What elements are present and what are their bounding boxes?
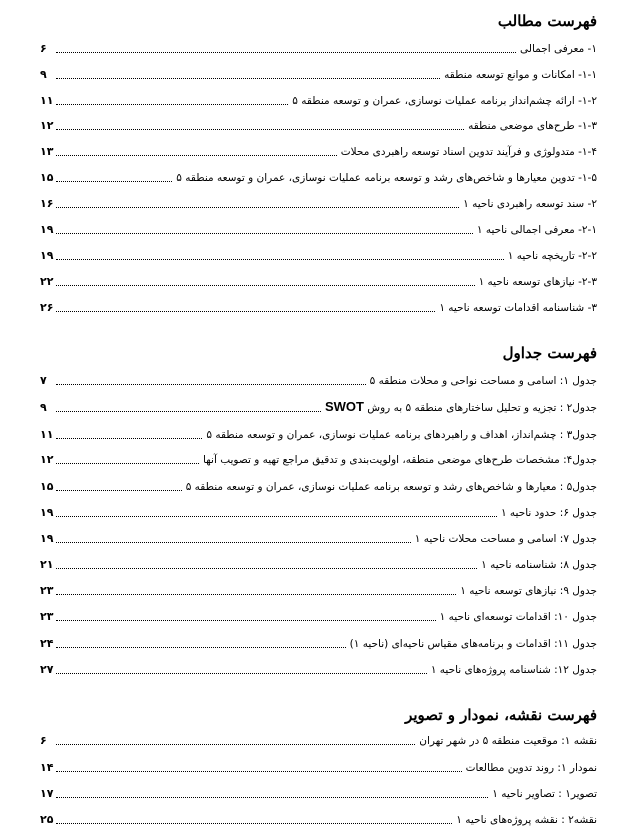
toc-entry[interactable] [40, 395, 597, 415]
dot-leader [56, 647, 346, 648]
toc-entry[interactable] [40, 578, 597, 598]
toc-entry[interactable] [40, 631, 597, 651]
entry-label: ۲-۳- نیازهای توسعه ناحیه ۱ [478, 276, 597, 288]
dot-leader [56, 311, 435, 312]
dot-leader [56, 463, 199, 464]
entry-label [323, 400, 597, 415]
dot-leader [56, 384, 366, 385]
dot-leader [56, 620, 436, 621]
dot-leader [56, 797, 488, 798]
entry-label: ۲- سند توسعه راهبردی ناحیه ۱ [463, 198, 597, 210]
entry-page-number: ۲۷ [40, 663, 54, 676]
dot-leader [56, 104, 288, 105]
toc-entry[interactable] [40, 36, 597, 56]
toc-entry[interactable] [40, 191, 597, 211]
dot-leader [56, 207, 459, 208]
entry-page-number: ۱۱ [40, 428, 54, 441]
toc-entry[interactable] [40, 807, 597, 827]
dot-leader [56, 155, 337, 156]
entry-page-number: ۹ [40, 68, 47, 81]
dot-leader [56, 823, 452, 824]
entry-label: ۲-۲- تاریخچه ناحیه ۱ [507, 250, 597, 262]
toc-entry[interactable] [40, 526, 597, 546]
entry-label: ۱-۱- امکانات و موانع توسعه منطقه [444, 69, 597, 81]
entry-label: ۱-۲- ارائه چشم‌انداز برنامه عملیات نوسازی، عمران و توسعه منطقه ۵ [292, 95, 597, 107]
dot-leader [56, 594, 456, 595]
entry-label: تصویر۱ : تصاویر ناحیه ۱ [492, 788, 597, 800]
entry-page-number: ۱۲ [40, 453, 54, 466]
dot-leader [56, 181, 172, 182]
dot-leader [56, 771, 462, 772]
toc-entry[interactable] [40, 728, 597, 748]
entry-label: ۳- شناسنامه اقدامات توسعه ناحیه ۱ [439, 302, 597, 314]
entry-page-number: ۷ [40, 374, 47, 387]
entry-page-number: ۲۶ [40, 301, 54, 314]
dot-leader [56, 411, 321, 412]
entry-page-number: ۱۵ [40, 480, 54, 493]
entry-label: نقشه ۱: موقعیت منطقه ۵ در شهر تهران [419, 735, 597, 747]
entry-page-number: ۲۳ [40, 610, 54, 623]
entry-page-number: ۶ [40, 42, 47, 55]
entry-page-number: ۱۵ [40, 171, 54, 184]
entry-page-number: ۲۳ [40, 584, 54, 597]
entry-label: ۱- معرفی اجمالی [520, 43, 597, 55]
dot-leader [56, 744, 415, 745]
dot-leader [56, 673, 427, 674]
entry-label: جدول ۷: اسامی و مساحت محلات ناحیه ۱ [414, 533, 597, 545]
toc-entry[interactable] [40, 88, 597, 108]
entry-page-number: ۱۲ [40, 119, 54, 132]
toc-entry[interactable] [40, 217, 597, 237]
entry-label: جدول ۱۲: شناسنامه پروژه‌های ناحیه ۱ [430, 664, 597, 676]
toc-entry[interactable] [40, 269, 597, 289]
entry-page-number: ۱۹ [40, 506, 54, 519]
toc-entry[interactable] [40, 368, 597, 388]
entry-page-number: ۱۹ [40, 223, 54, 236]
toc-entry[interactable] [40, 604, 597, 624]
entry-page-number: ۱۹ [40, 249, 54, 262]
entry-label: ۱-۴- متدولوژی و فرآیند تدوین اسناد توسعه راهبردی محلات [340, 146, 597, 158]
entry-page-number: ۱۷ [40, 787, 54, 800]
entry-page-number: ۲۴ [40, 637, 54, 650]
entry-label: ۱-۵- تدوین معیارها و شاخص‌های رشد و توسعه برنامه عملیات نوسازی، عمران و توسعه منطقه ۵ [176, 172, 597, 184]
entry-label: جدول۳ : چشم‌انداز، اهداف و راهبردهای برنامه عملیات نوسازی، عمران و توسعه منطقه ۵ [206, 429, 597, 441]
entry-label: جدول ۱۱: اقدامات و برنامه‌های مقیاس ناحیه‌ای (ناحیه ۱) [349, 638, 597, 650]
dot-leader [56, 568, 477, 569]
toc-entry[interactable] [40, 62, 597, 82]
contents-heading: فهرست مطالب [497, 12, 597, 30]
dot-leader [56, 52, 516, 53]
dot-leader [56, 438, 202, 439]
entry-page-number: ۲۲ [40, 275, 54, 288]
entry-page-number: ۱۱ [40, 94, 54, 107]
entry-page-number: ۱۶ [40, 197, 54, 210]
toc-entry[interactable] [40, 500, 597, 520]
toc-entry[interactable] [40, 657, 597, 677]
entry-label: جدول۴: مشخصات طرح‌های موضعی منطقه، اولویت‌بندی و تدقیق مراجع تهیه و تصویب آنها [202, 454, 597, 466]
entry-page-number: ۱۹ [40, 532, 54, 545]
figures-heading: فهرست نقشه، نمودار و تصویر [405, 706, 597, 724]
toc-entry[interactable] [40, 552, 597, 572]
dot-leader [56, 233, 473, 234]
toc-entry[interactable] [40, 781, 597, 801]
toc-entry[interactable] [40, 165, 597, 185]
toc-entry[interactable] [40, 243, 597, 263]
dot-leader [56, 285, 475, 286]
entry-page-number: ۲۵ [40, 813, 54, 826]
entry-label: جدول ۱۰: اقدامات توسعه‌ای ناحیه ۱ [439, 611, 597, 623]
entry-page-number: ۶ [40, 734, 47, 747]
entry-label-latin: SWOT [324, 400, 364, 414]
entry-label: ۲-۱- معرفی اجمالی ناحیه ۱ [476, 224, 597, 236]
toc-entry[interactable] [40, 295, 597, 315]
dot-leader [56, 259, 504, 260]
toc-entry[interactable] [40, 447, 597, 467]
tables-heading: فهرست جداول [502, 344, 597, 362]
dot-leader [56, 516, 497, 517]
entry-label: جدول ۹: نیازهای توسعه ناحیه ۱ [460, 585, 597, 597]
dot-leader [56, 78, 440, 79]
toc-entry[interactable] [40, 139, 597, 159]
entry-page-number: ۹ [40, 401, 47, 414]
entry-label: جدول ۸: شناسنامه ناحیه ۱ [481, 559, 597, 571]
entry-page-number: ۱۳ [40, 145, 54, 158]
toc-entry[interactable] [40, 113, 597, 133]
entry-label: جدول ۱: اسامی و مساحت نواحی و محلات منطقه ۵ [369, 375, 597, 387]
dot-leader [56, 129, 464, 130]
toc-entry[interactable] [40, 755, 597, 775]
entry-label-text: جدول۲ : تجزیه و تحلیل ساختارهای منطقه ۵ به روش [367, 402, 597, 414]
entry-page-number: ۱۴ [40, 761, 54, 774]
entry-page-number: ۲۱ [40, 558, 54, 571]
toc-entry[interactable] [40, 422, 597, 442]
entry-label: جدول ۶: حدود ناحیه ۱ [500, 507, 597, 519]
toc-entry[interactable] [40, 474, 597, 494]
dot-leader [56, 542, 411, 543]
entry-label: جدول۵ : معیارها و شاخص‌های رشد و توسعه برنامه عملیات نوسازی، عمران و توسعه منطقه ۵ [185, 481, 597, 493]
entry-label: ۱-۳- طرح‌های موضعی منطقه [468, 120, 597, 132]
entry-label: نمودار ۱: روند تدوین مطالعات [465, 762, 597, 774]
dot-leader [56, 490, 182, 491]
entry-label: نقشه۲ : نقشه پروژه‌های ناحیه ۱ [456, 814, 597, 826]
